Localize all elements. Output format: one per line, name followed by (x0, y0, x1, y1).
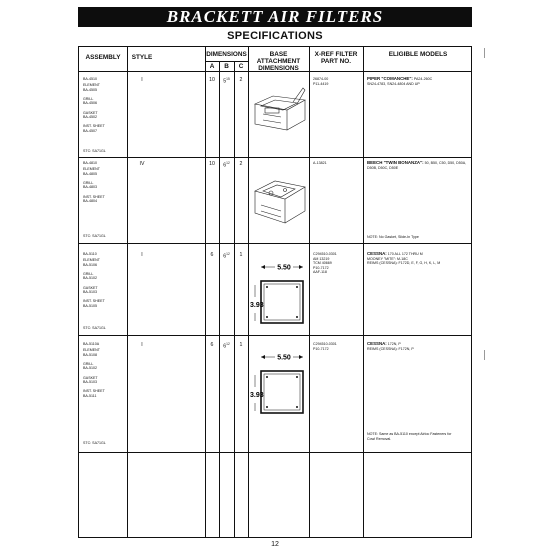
column-divider (127, 47, 128, 537)
assembly-parts: ELEMENT BA-4805 GRILL BA-4803 INST. SHEET BA-4804 (83, 167, 105, 204)
filter-housing-drawing (251, 169, 307, 233)
col-dimensions: DIMENSIONS (206, 51, 247, 58)
col-dim-a: A (209, 63, 215, 70)
assembly-number: BA-4810 (83, 161, 97, 165)
dim-b-value: $5^{15}$ (223, 77, 230, 85)
column-divider (363, 47, 364, 537)
row-note: NOTE: Same as BA-5110 except Airloc Fasteners for Cowl Removal. (367, 432, 452, 441)
assembly-number: BA-4510 (83, 77, 97, 81)
col-xref: X-REF FILTER PART NO. (314, 51, 358, 65)
assembly-number: BA-5110A (83, 342, 100, 346)
dim-c-value: 2 (239, 77, 243, 83)
col-base-attachment: BASE ATTACHMENT DIMENSIONS (256, 51, 301, 72)
col-assembly: ASSEMBLY (85, 54, 121, 61)
base-dimension-diagram (249, 347, 309, 425)
stc-number: STC: SA71GL (83, 326, 106, 330)
eligible-models: BEECH "TWIN BONANZA": 50, B50, C50, D50, D50A, D50B, D50C, D50E (367, 160, 467, 170)
xref-parts: C294510-0301 P10-7172 (313, 342, 337, 351)
dimensions-subheader-divider (205, 61, 248, 62)
page-title: SPECIFICATIONS (227, 30, 323, 42)
dim-b-value: $6^{12}$ (223, 342, 230, 350)
filter-housing-drawing (251, 80, 307, 140)
margin-mark (484, 48, 485, 58)
dim-c-value: 2 (239, 161, 243, 167)
col-dim-b: B (224, 63, 229, 70)
col-eligible-models: ELIGIBLE MODELS (388, 51, 448, 58)
dim-c-value: 1 (239, 252, 243, 258)
col-dim-c: C (238, 63, 244, 70)
dim-subcolumn-divider (234, 61, 235, 537)
assembly-parts: ELEMENT BA-4505 GRILL BA-4506 GASKET BA-4502 INST. SHEET BA-4507 (83, 83, 105, 133)
stc-number: STC: SA71GL (83, 149, 106, 153)
page-number: 12 (271, 541, 279, 548)
style-value: I (141, 77, 143, 83)
specifications-table (78, 46, 472, 538)
margin-mark (484, 350, 485, 360)
stc-number: STC: SA71GL (83, 234, 106, 238)
row-note: NOTE: No Gasket, Slide-In Type (367, 235, 419, 239)
stc-number: STC: SA71GL (83, 441, 106, 445)
eligible-models: CESSNA: 172N, P REIMS (CESSNA): F172N, P (367, 341, 414, 351)
row-divider (79, 157, 471, 158)
height-dimension-label: 3.93 (250, 302, 264, 309)
column-divider (309, 47, 310, 537)
assembly-parts: ELEMENT BA-5106 GRILL BA-5102 GASKET BA-5103 INST. SHEET BA-5105 (83, 258, 105, 308)
row-divider (79, 243, 471, 244)
dim-a-value: 10 (209, 161, 215, 167)
dim-a-value: 6 (210, 252, 214, 258)
xref-parts: 26874-00 P11-4419 (313, 77, 329, 86)
dim-subcolumn-divider (219, 61, 220, 537)
style-value: IV (139, 161, 145, 167)
eligible-models: CESSNA: 170 ALL 172 THRU M MOONEY "MITE": M-18C REIMS (CESSNA): F172D, E, F, G, H, K, L, M (367, 251, 441, 266)
column-divider (205, 47, 206, 537)
row-divider (79, 452, 471, 453)
xref-parts: C294510-0301 AM 13219 TCM 40669 P10-7172 AAF-118 (313, 252, 337, 275)
dim-b-value: $6^{12}$ (223, 252, 230, 260)
eligible-models: PIPER "COMANCHE": PA24-260C SN24-4783, SN24-4804 AND UP (367, 76, 433, 86)
dim-c-value: 1 (239, 342, 243, 348)
height-dimension-label: 3.93 (250, 392, 264, 399)
width-dimension-label: 5.50 (277, 264, 291, 272)
style-value: I (141, 342, 143, 348)
assembly-parts: ELEMENT BA-5108 GRILL BA-5102 GASKET BA-5103 INST. SHEET BA-5111 (83, 348, 105, 398)
width-dimension-label: 5.50 (277, 354, 291, 362)
assembly-number: BA-5110 (83, 252, 97, 256)
col-style: STYLE (131, 54, 153, 61)
dim-a-value: 10 (209, 77, 215, 83)
page-banner: BRACKETT AIR FILTERS (78, 7, 472, 27)
row-divider (79, 335, 471, 336)
xref-parts: A-13821 (313, 161, 327, 165)
base-dimension-diagram (249, 257, 309, 335)
dim-a-value: 6 (210, 342, 214, 348)
style-value: I (141, 252, 143, 258)
dim-b-value: $6^{12}$ (223, 161, 230, 169)
